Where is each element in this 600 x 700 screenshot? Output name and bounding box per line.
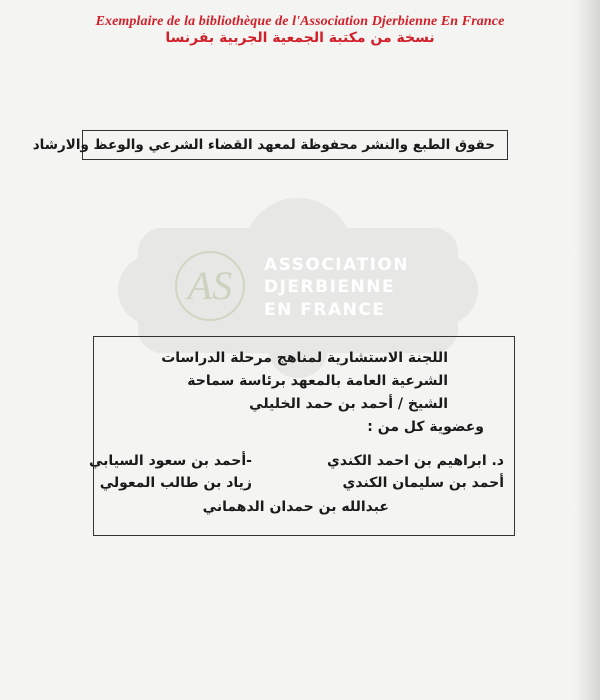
watermark-line-2: DJERBIENNE — [264, 277, 396, 297]
watermark-line-3: EN FRANCE — [264, 300, 386, 320]
committee-box — [89, 336, 515, 536]
committee-intro-line-2: الشرعية العامة بالمعهد برئاسة سماحة — [187, 373, 448, 389]
library-stamp-arabic: نسخة من مكتبة الجمعية الجربية بفرنسا — [165, 30, 435, 46]
membership-label: وعضوية كل من : — [367, 419, 484, 435]
library-stamp-french: Exemplaire de la bibliothèque de l'Association Djerbienne En France — [95, 14, 505, 29]
member-name: -أحمد بن سعود السيابي — [89, 453, 252, 469]
member-name: عبدالله بن حمدان الدهماني — [202, 499, 389, 515]
committee-intro-line-1: اللجنة الاستشارية لمناهج مرحلة الدراسات — [161, 350, 448, 366]
copyright-notice: حقوق الطبع والنشر محفوظة لمعهد القضاء الشرعي والوعظ والارشاد — [82, 130, 508, 160]
committee-intro-line-3: الشيخ / أحمد بن حمد الخليلي — [249, 396, 448, 412]
member-name: د. ابراهيم بن احمد الكندي — [326, 453, 504, 469]
logo-monogram: AS — [187, 263, 233, 308]
member-name: زياد بن طالب المعولي — [99, 475, 252, 491]
member-name: أحمد بن سليمان الكندي — [342, 475, 504, 491]
watermark-line-1: ASSOCIATION — [264, 255, 410, 275]
page-edge-shadow — [574, 0, 600, 700]
